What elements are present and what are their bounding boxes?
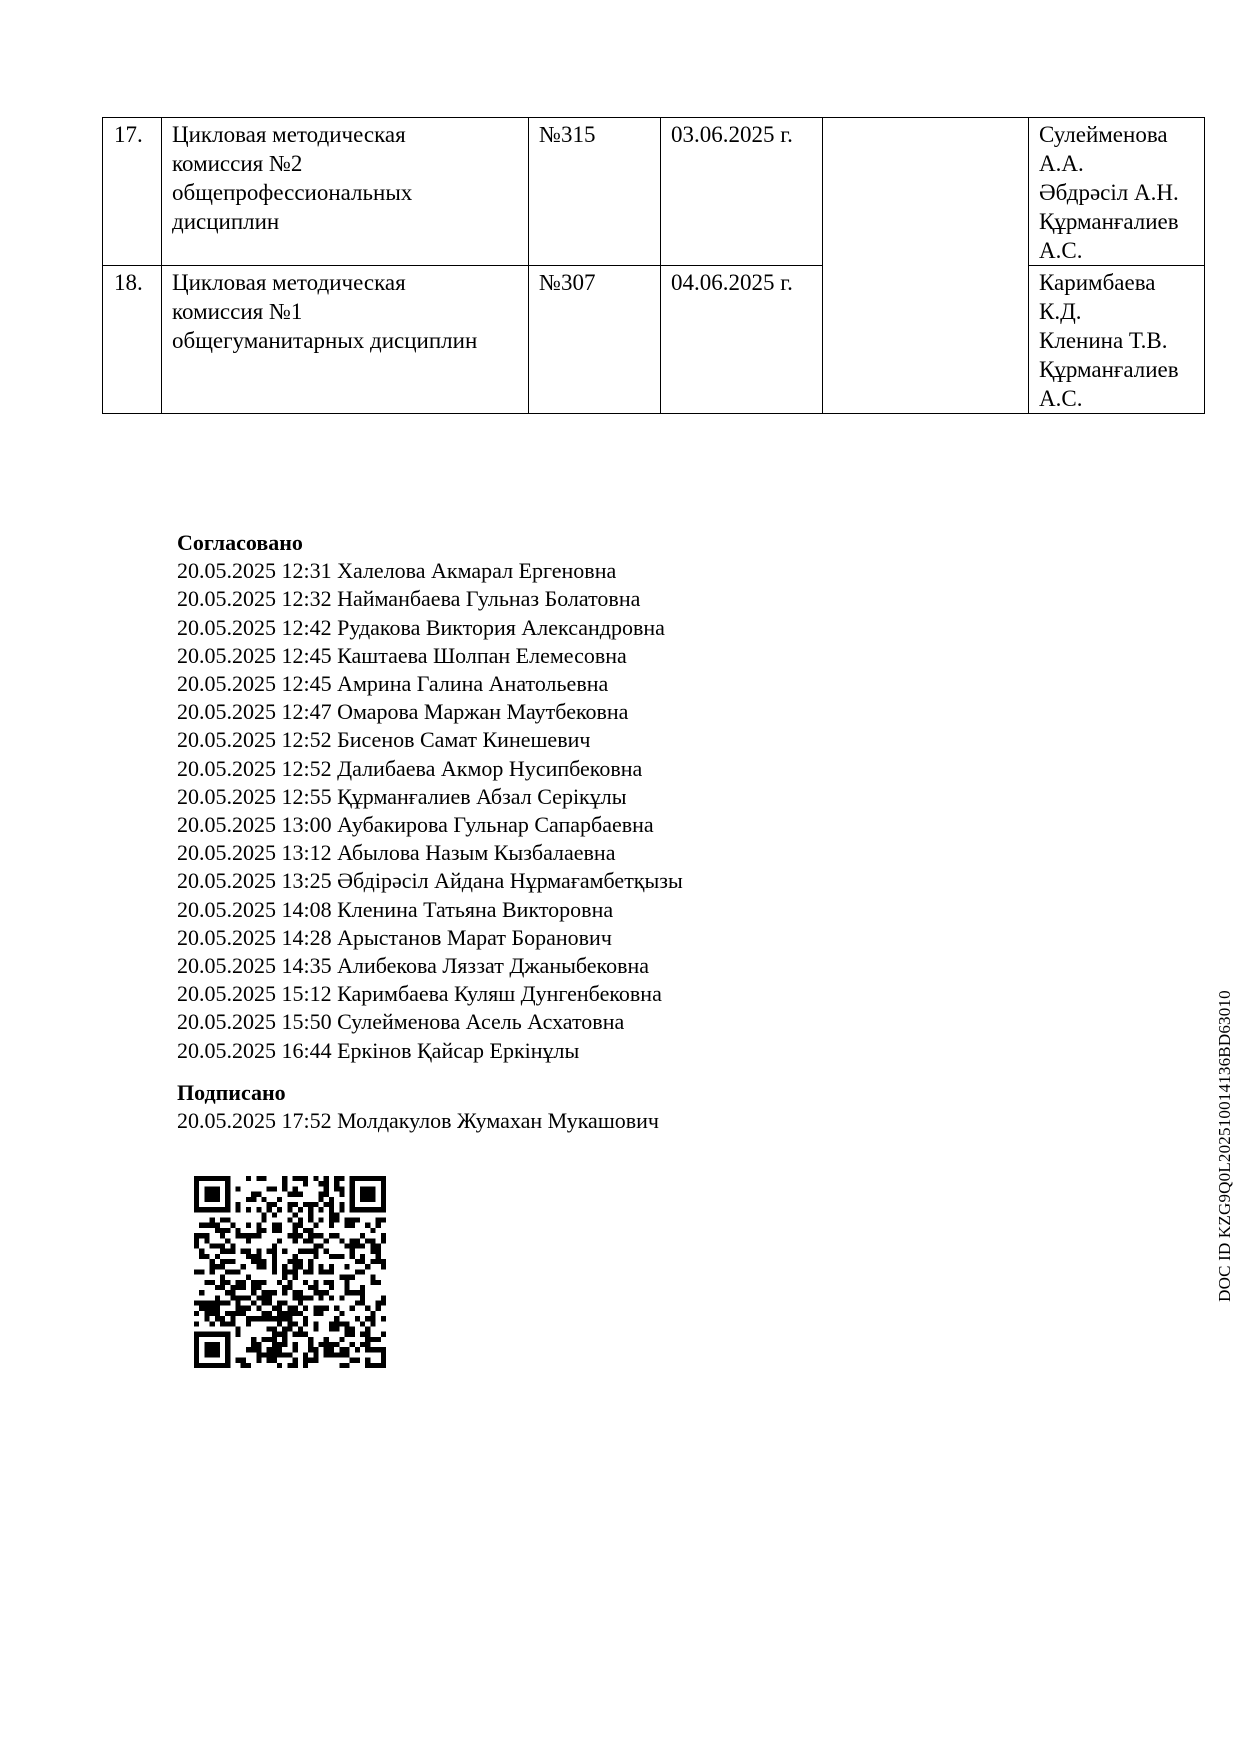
signature-entry: 20.05.2025 13:00 Аубакирова Гульнар Сапарбаевна bbox=[177, 812, 654, 838]
empty-cell bbox=[823, 118, 1029, 414]
commission-name-line: общегуманитарных дисциплин bbox=[172, 328, 478, 353]
signed-list bbox=[177, 1107, 683, 1135]
commission-name-line: комиссия №1 bbox=[172, 299, 303, 324]
signature-entry: 20.05.2025 14:35 Алибекова Ляззат Джаныбековна bbox=[177, 953, 650, 979]
doc-id-label: DOC ID KZG9Q0L202510014136BD63010 bbox=[1215, 990, 1234, 1302]
row-number: 17. bbox=[103, 118, 162, 266]
member-line: Құрманғалиев bbox=[1039, 357, 1179, 382]
meeting-date: 04.06.2025 г. bbox=[661, 266, 823, 414]
approvals-heading: Согласовано bbox=[177, 530, 303, 555]
signature-entry: 20.05.2025 14:28 Арыстанов Марат Боранович bbox=[177, 924, 612, 950]
commission-name-line: Цикловая методическая bbox=[172, 122, 406, 147]
signed-heading: Подписано bbox=[177, 1079, 286, 1105]
signature-entry: 20.05.2025 12:31 Халелова Акмарал Ергеновна bbox=[177, 558, 617, 584]
order-number: №307 bbox=[529, 266, 661, 414]
signature-entry: 20.05.2025 12:45 Каштаева Шолпан Елемесовна bbox=[177, 642, 627, 668]
signature-entry: 20.05.2025 16:44 Еркінов Қайсар Еркінұлы bbox=[177, 1037, 580, 1063]
member-line: Әбдрәсіл А.Н. bbox=[1039, 180, 1179, 205]
signature-entry: 20.05.2025 12:42 Рудакова Виктория Александровна bbox=[177, 614, 665, 640]
member-line: А.С. bbox=[1039, 386, 1083, 411]
member-line: Құрманғалиев bbox=[1039, 209, 1179, 234]
signature-entry: 20.05.2025 15:50 Сулейменова Асель Асхатовна bbox=[177, 1009, 625, 1035]
qr-code-icon bbox=[194, 1176, 386, 1368]
commission-name bbox=[162, 266, 529, 414]
approvals-section bbox=[177, 529, 683, 1065]
signature-entry: 20.05.2025 12:45 Амрина Галина Анатольевна bbox=[177, 671, 609, 697]
signature-entry: 20.05.2025 12:52 Бисенов Самат Кинешевич bbox=[177, 727, 591, 753]
row-number: 18. bbox=[103, 266, 162, 414]
order-number: №315 bbox=[529, 118, 661, 266]
signature-entry: 20.05.2025 17:52 Молдакулов Жумахан Мукашович bbox=[177, 1108, 659, 1134]
signature-entry: 20.05.2025 13:12 Абылова Назым Кызбалаевна bbox=[177, 840, 616, 866]
signed-section bbox=[177, 1079, 683, 1135]
signature-entry: 20.05.2025 12:32 Найманбаева Гульназ Болатовна bbox=[177, 586, 641, 612]
member-line: К.Д. bbox=[1039, 299, 1082, 324]
commission-name-line: комиссия №2 bbox=[172, 151, 303, 176]
members bbox=[1029, 266, 1205, 414]
table-row bbox=[103, 266, 1205, 414]
signature-block bbox=[177, 529, 683, 1135]
member-line: Кленина Т.В. bbox=[1039, 328, 1168, 353]
approvals-list bbox=[177, 557, 683, 1065]
signature-entry: 20.05.2025 15:12 Каримбаева Куляш Дунгенбековна bbox=[177, 981, 662, 1007]
signature-entry: 20.05.2025 14:08 Кленина Татьяна Викторовна bbox=[177, 896, 614, 922]
document-table bbox=[102, 117, 1205, 414]
signature-entry: 20.05.2025 12:47 Омарова Маржан Маутбековна bbox=[177, 699, 629, 725]
signature-entry: 20.05.2025 12:55 Құрманғалиев Абзал Серікұлы bbox=[177, 783, 627, 809]
commission-name-line: Цикловая методическая bbox=[172, 270, 406, 295]
commission-name bbox=[162, 118, 529, 266]
member-line: А.С. bbox=[1039, 238, 1083, 263]
member-line: Сулейменова bbox=[1039, 122, 1168, 147]
signature-entry: 20.05.2025 13:25 Әбдірәсіл Айдана Нұрмағамбетқызы bbox=[177, 868, 683, 894]
commission-name-line: дисциплин bbox=[172, 209, 280, 234]
table-row bbox=[103, 118, 1205, 266]
member-line: А.А. bbox=[1039, 151, 1084, 176]
commission-name-line: общепрофессиональных bbox=[172, 180, 413, 205]
signature-entry: 20.05.2025 12:52 Далибаева Акмор Нусипбековна bbox=[177, 755, 643, 781]
member-line: Каримбаева bbox=[1039, 270, 1156, 295]
meeting-date: 03.06.2025 г. bbox=[661, 118, 823, 266]
members bbox=[1029, 118, 1205, 266]
